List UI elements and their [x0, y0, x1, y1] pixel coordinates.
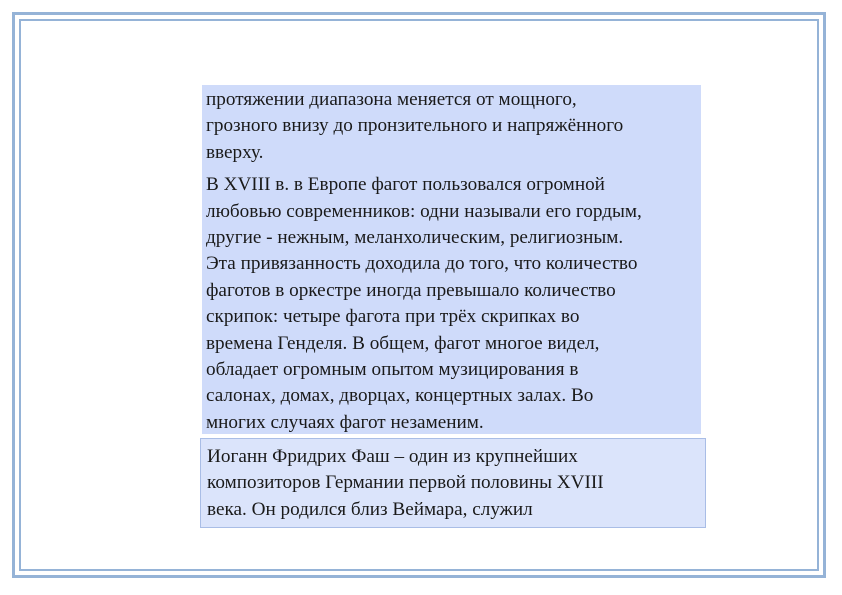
paragraph-fasch	[207, 444, 705, 523]
text-block-fasch	[200, 438, 706, 528]
text-line: вверху.	[206, 141, 264, 163]
text-line: Эта привязанность доходила до того, что количество	[206, 253, 638, 275]
text-line: салонах, домах, дворцах, концертных залах. Во	[206, 385, 594, 407]
text-line: любовью современников: одни называли его гордым,	[206, 200, 642, 222]
text-line: обладает огромным опытом музицирования в	[206, 359, 579, 381]
text-line: века. Он родился близ Веймара, служил	[207, 498, 533, 520]
text-line: В XVIII в. в Европе фагот пользовался огромной	[206, 174, 605, 196]
text-block-bassoon	[202, 85, 701, 434]
text-line: протяжении диапазона меняется от мощного,	[206, 89, 577, 110]
paragraph-history	[206, 172, 701, 436]
text-line: фаготов в оркестре иногда превышало количество	[206, 279, 616, 301]
text-line: скрипок: четыре фагота при трёх скрипках во	[206, 306, 580, 328]
text-line: композиторов Германии первой половины XVIII	[207, 472, 604, 494]
paragraph-range	[206, 87, 701, 166]
text-line: грозного внизу до пронзительного и напряжённого	[206, 115, 624, 137]
text-line: другие - нежным, меланхолическим, религиозным.	[206, 227, 624, 249]
text-line: многих случаях фагот незаменим.	[206, 411, 484, 433]
text-line: времена Генделя. В общем, фагот многое видел,	[206, 332, 600, 354]
text-line: Иоганн Фридрих Фаш – один из крупнейших	[207, 446, 578, 467]
